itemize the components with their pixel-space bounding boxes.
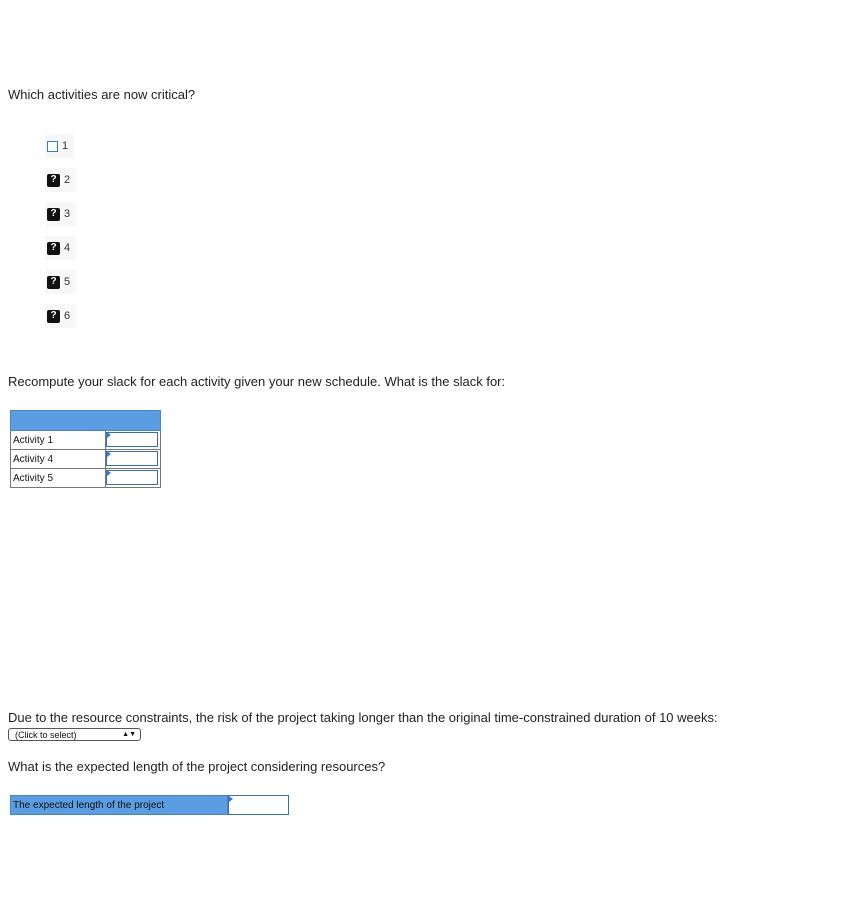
slack-input-activity-5[interactable] xyxy=(106,470,158,485)
slack-table xyxy=(10,410,161,488)
input-marker-icon xyxy=(107,470,111,476)
select-arrows-icon: ▲▼ xyxy=(122,731,136,738)
length-label: The expected length of the project xyxy=(10,795,228,815)
table-header-row xyxy=(11,411,161,431)
row-label: Activity 5 xyxy=(11,469,106,488)
select-value: (Click to select) xyxy=(15,729,77,740)
critical-option-5[interactable] xyxy=(45,270,76,294)
row-label: Activity 4 xyxy=(11,450,106,469)
length-row xyxy=(10,795,289,815)
option-label: 6 xyxy=(64,310,71,322)
critical-option-1[interactable] xyxy=(45,134,74,158)
slack-input-activity-4[interactable] xyxy=(106,451,158,466)
option-label: 1 xyxy=(62,140,69,152)
table-row xyxy=(11,469,161,488)
question-critical: Which activities are now critical? xyxy=(8,87,196,102)
risk-select[interactable] xyxy=(8,728,141,741)
input-marker-icon xyxy=(107,432,111,438)
table-row xyxy=(11,431,161,450)
question-mark-icon: ? xyxy=(47,208,60,221)
question-mark-icon: ? xyxy=(47,310,60,323)
question-mark-icon: ? xyxy=(47,242,60,255)
question-length: What is the expected length of the project considering resources? xyxy=(8,759,386,774)
critical-option-2[interactable] xyxy=(45,168,76,192)
slack-input-activity-1[interactable] xyxy=(106,432,158,447)
input-marker-icon xyxy=(107,451,111,457)
critical-option-6[interactable] xyxy=(45,304,76,328)
row-label: Activity 1 xyxy=(11,431,106,450)
checkbox-icon[interactable] xyxy=(47,141,58,152)
option-label: 3 xyxy=(64,208,71,220)
critical-option-3[interactable] xyxy=(45,202,76,226)
question-mark-icon: ? xyxy=(47,174,60,187)
length-input[interactable] xyxy=(228,795,289,815)
option-label: 5 xyxy=(64,276,71,288)
table-row xyxy=(11,450,161,469)
input-marker-icon xyxy=(229,796,233,802)
option-label: 2 xyxy=(64,174,71,186)
question-slack: Recompute your slack for each activity given your new schedule. What is the slack for: xyxy=(8,374,506,389)
option-label: 4 xyxy=(64,242,71,254)
critical-option-4[interactable] xyxy=(45,236,76,260)
question-mark-icon: ? xyxy=(47,276,60,289)
question-risk: Due to the resource constraints, the risk of the project taking longer than the original time-constrained duration of 10 weeks: xyxy=(8,710,718,725)
